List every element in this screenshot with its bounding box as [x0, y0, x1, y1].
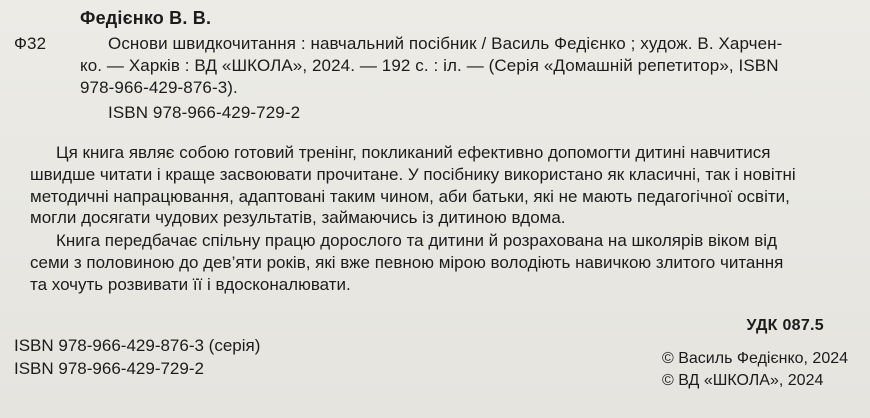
- header-isbn: ISBN 978-966-429-729-2: [108, 103, 301, 122]
- udk-code: УДК 087.5: [746, 317, 824, 334]
- abstract-paragraph-1: [30, 142, 796, 229]
- bibliographic-line-3: 978-966-429-876-3).: [80, 78, 238, 97]
- abstract-p2-line-3: та хочуть розвивати її і вдосконалювати.: [30, 274, 351, 294]
- copyright-author: © Василь Федієнко, 2024: [662, 350, 849, 367]
- footer-isbn-block: [14, 334, 260, 380]
- isbn-book: ISBN 978-966-429-729-2: [14, 359, 204, 378]
- abstract-p1-line-3: методичні напрацювання, адаптовані таким чином, аби батьки, які не мають педагогічної освіти,: [30, 186, 790, 206]
- abstract-p2-line-2: семи з половиною до дев’яти років, які вже певною мірою володіють навичкою злитого читання: [30, 252, 784, 272]
- isbn-series: ISBN 978-966-429-876-3 (серія): [14, 336, 261, 355]
- author-heading: Федієнко В. В.: [80, 8, 212, 28]
- copyright-publisher: © ВД «ШКОЛА», 2024: [662, 372, 824, 389]
- abstract-p1-line-4: могли досягати чудових результатів, займаючись із дитиною вдома.: [30, 208, 566, 228]
- abstract-p1-line-2: швидше читати і краще засвоювати прочитане. У посібнику використано як класичні, так і новітні: [30, 164, 796, 184]
- bibliographic-line-1: Основи швидкочитання : навчальний посібник / Василь Федієнко ; худож. В. Харчен-: [108, 34, 783, 53]
- classification-code: Ф32: [14, 34, 47, 53]
- abstract-p1-line-1: Ця книга являє собою готовий тренінг, покликаний ефективно допомогти дитині навчитися: [56, 143, 771, 162]
- abstract-p2-line-1: Книга передбачає спільну працю дорослого та дитини й розрахована на школярів віком від: [56, 231, 777, 250]
- bibliographic-line-2: ко. — Харків : ВД «ШКОЛА», 2024. — 192 с. : іл. — (Серія «Домашній репетитор», ISBN: [80, 56, 779, 75]
- abstract-paragraph-2: [30, 230, 783, 295]
- copyright-block: [662, 348, 848, 392]
